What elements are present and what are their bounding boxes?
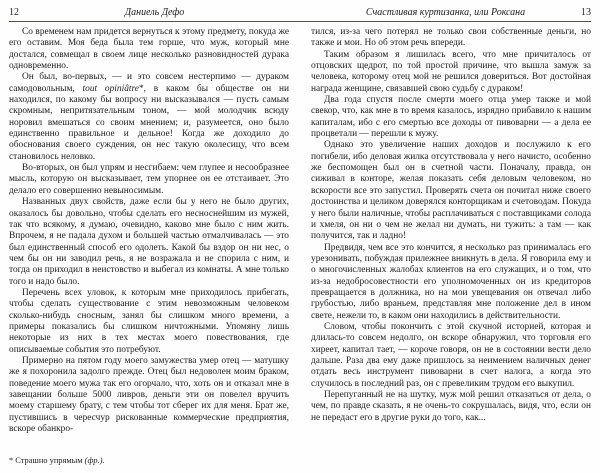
text-run: Предвидя, чем все это кончится, я несколько раз принималась его урезонивать, побуждая прилежнее вникнуть в дела. Я говорила ему и о многочисленных жалобах клиентов на его служащих, и о том, что из-за недобросовестности его уполномоченных он из кредиторов превращается в должника, но на мои увещевания он отвечал либо грубостью, либо враньем, представляя мне положение дел в ином свете, нежели то, в каком они находились в действительности. xyxy=(311,242,591,321)
paragraph xyxy=(9,27,289,72)
paragraph xyxy=(311,140,591,242)
text-run: Перепуганный не на шутку, муж мой решил отказаться от дела, о чем, по правде сказать, я не очень-то сокрушалась, видя, что, если он не передаст его в другие руки до того, как... xyxy=(311,390,591,423)
paragraph xyxy=(9,356,289,435)
paragraph xyxy=(9,72,289,163)
header-left xyxy=(9,6,300,19)
page-columns xyxy=(9,27,591,466)
footnote-marker: * xyxy=(9,456,16,465)
page-number-right: 13 xyxy=(581,7,591,18)
page-number-left: 12 xyxy=(9,7,19,18)
paragraph xyxy=(311,27,591,50)
text-run: Однако это увеличение наших доходов и послужило к его погибели, ибо деловая жилка отсутствовала у него начисто, особенно же беспомощен был он в счетной части. Поначалу, правда, он сиживал в конторе, желая показать себя деловым человеком, но вскорости все это запустил. Проверять счета он почитал ниже своего достоинства и целиком доверялся конторщикам и счетоводам. Покуда у него были наличные, чтобы расплачиваться с поставщиками солода и хмеля, он ни о чем не желал ни думать, ни тужить: а там — как получится, так и ладно! xyxy=(311,140,591,242)
footnote-text: Страшно упрямым xyxy=(15,456,85,465)
header-rule xyxy=(9,21,591,22)
paragraph xyxy=(311,243,591,322)
paragraph xyxy=(311,95,591,140)
page-left-text xyxy=(9,27,289,453)
page-header xyxy=(9,6,591,19)
paragraph xyxy=(311,322,591,390)
text-run: Он был, во-первых, — и это совсем нестерпимо — дураком самодовольным, xyxy=(9,72,289,94)
text-run: тился, из-за чего потерял не только свои собственные деньги, но также и мои. Но об этом речь впереди. xyxy=(311,27,591,49)
paragraph xyxy=(9,163,289,197)
running-head-title: Счастливая куртизанка, или Роксана xyxy=(365,7,526,18)
paragraph xyxy=(9,197,289,288)
footnote xyxy=(9,456,289,466)
text-run: Словом, чтобы покончить с этой скучной историей, которая и длилась-то совсем недолго, он вскоре обнаружил, что торговля его хиреет, капитал тает, — короче говоря, он не в состоянии вести дело дальше. Раза два ему даже пришлось за неимением наличных денег отдать весь инструмент пивоварни в счет налога, а когда это случилось в последний раз, он с превеликим трудом его выкупил. xyxy=(311,321,591,389)
page-right xyxy=(311,27,591,466)
text-run: *, в каком бы обществе он ни находился, по какому бы вопросу ни высказывался — пусть самым скромным, непритязательным тоном, — мой молодчик всюду норовил вмешаться со своим мнением; и, разумеется, оно было единственно правильное и дельное! Когда же доходило до обоснования своего суждения, он нес такую околесицу, что всем становилось неловко. xyxy=(9,83,289,162)
text-run: Названных двух свойств, даже если бы у него не было других, оказалось бы довольно, чтобы сделать его несноснейшим из мужей, так что всякому, я думаю, очевидно, каково мне было с ним жить. Впрочем, я не падала духом и большей частью отмалчивалась — это был единственный способ его одолеть. Какой бы вздор он ни нес, о чем бы он ни заводил речь, я не возражала и не спорила с ним, и тогда он приходил в неистовство и выбегал из комнаты. А мне только того и надо было. xyxy=(9,197,289,287)
text-run: Со временем нам придется вернуться к этому предмету, покуда же его оставим. Моя беда была тем горше, что муж, который мне достался, совмещал в своем лице несколько разновидностей дурака одновременно. xyxy=(9,27,289,72)
paragraph xyxy=(9,288,289,356)
text-run: Во-вторых, он был упрям и несгибаем: чем глупее и несообразнее мысль, которую он высказывает, тем упорнее он ее отстаивает. Это делало его совершенно невыносимым. xyxy=(9,163,289,196)
paragraph xyxy=(311,390,591,424)
page-right-text xyxy=(311,27,591,466)
italic-phrase: tout opiniâtre xyxy=(82,83,139,94)
text-run: Перечень всех уловок, к которым мне приходилось прибегать, чтобы сделать существование с этим невозможным человеком сколько-нибудь сносным, занял бы слишком много времени, а примеры показались бы слишком ничтожными. Упомяну лишь некоторые из них в тех местах моего повествования, где описываемые события это потребуют. xyxy=(9,287,289,355)
text-run: Два года спустя после смерти моего отца умер также и мой свекор, что, как мне в то время казалось, изрядно прибавило к нашим капиталам, ибо с его смертью все доходы от пивоварни — а дела ее процветали — перешли к мужу. xyxy=(311,95,591,140)
text-run: Таким образом я лишилась всего, что мне причиталось от отцовских щедрот, по той простой причине, что вышла замуж за человека, которому отец мой не решился довериться. Вот достойная награда женщине, связавшей свою судьбу с дураком! xyxy=(311,49,591,94)
paragraph xyxy=(311,50,591,95)
header-right xyxy=(300,6,591,19)
footnote-language-label: (фр.). xyxy=(84,456,105,465)
running-head-author: Даниель Дефо xyxy=(124,7,185,18)
page-left xyxy=(9,27,289,466)
text-run: Примерно на пятом году моего замужества умер отец — матушку же я похоронила задолго прежде. Отец был недоволен моим браком, поведение моего мужа так его огорчало, что, хоть он и отказал мне в завещании больше 5000 ливров, деньги эти он повелел вручить моему старшему брату, с тем чтобы тот сберег их для меня. Брат же, пустившись в чересчур рискованные коммерческие предприятия, вскоре обанкро- xyxy=(9,355,289,435)
